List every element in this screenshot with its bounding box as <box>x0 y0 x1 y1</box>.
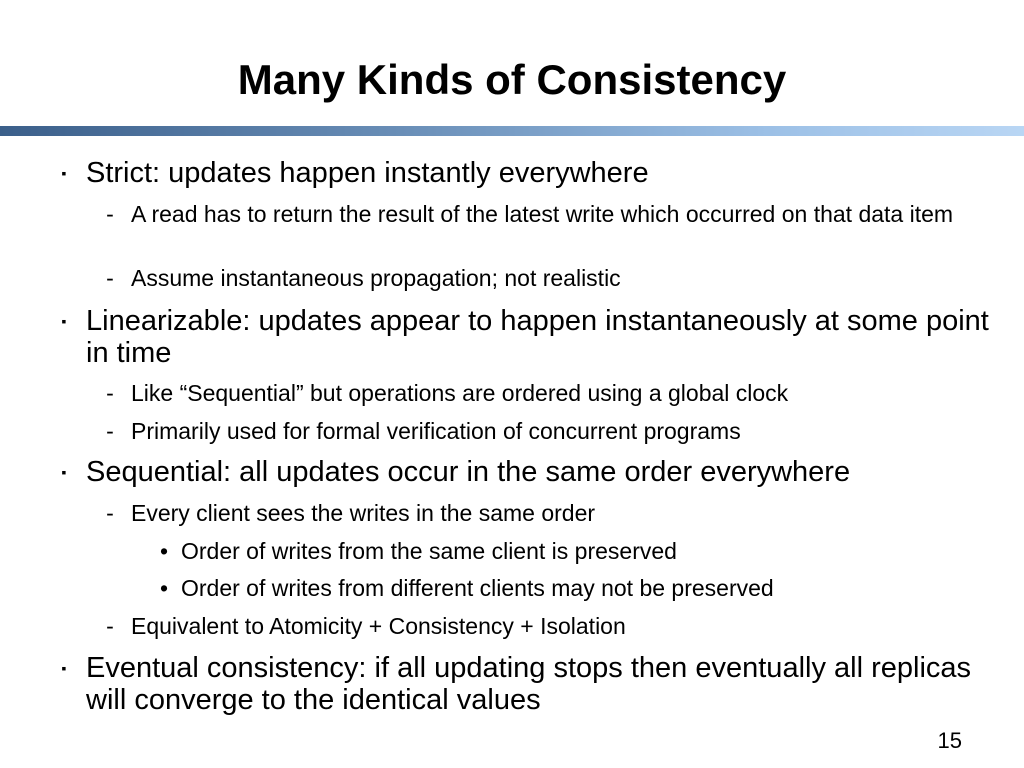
sub-bullet-item <box>106 380 981 406</box>
dash-bullet-icon: - <box>106 265 114 291</box>
sub-bullet-text: A read has to return the result of the latest write which occurred on that data item <box>131 201 954 227</box>
dash-bullet-icon: - <box>106 380 114 406</box>
sub-bullet-text: Equivalent to Atomicity + Consistency + Isolation <box>131 613 626 639</box>
square-bullet-icon: ▪ <box>61 165 67 181</box>
sub-bullet-item <box>106 201 981 227</box>
dot-bullet-icon: • <box>159 575 169 601</box>
dash-bullet-icon: - <box>106 201 114 227</box>
sub-bullet-text: Every client sees the writes in the same order <box>131 500 596 526</box>
bullet-text: Sequential: all updates occur in the same order everywhere <box>86 456 851 488</box>
sub-sub-bullet-item <box>159 538 981 564</box>
slide-title: Many Kinds of Consistency <box>237 56 787 103</box>
dash-bullet-icon: - <box>106 613 114 639</box>
bullet-item-eventual <box>61 652 991 716</box>
bullet-text: Eventual consistency: if all updating stops then eventually all replicas will converge to the identical values <box>86 652 972 716</box>
dot-bullet-icon: • <box>159 538 169 564</box>
sub-bullet-item <box>106 500 981 526</box>
bullet-item-linearizable <box>61 305 991 369</box>
bullet-text: Linearizable: updates appear to happen instantaneously at some point in time <box>86 305 989 369</box>
square-bullet-icon: ▪ <box>61 464 67 480</box>
square-bullet-icon: ▪ <box>61 660 67 676</box>
page-number: 15 <box>937 728 962 753</box>
dash-bullet-icon: - <box>106 500 114 526</box>
sub-bullet-text: Primarily used for formal verification of concurrent programs <box>131 418 741 444</box>
sub-bullet-text: Like “Sequential” but operations are ordered using a global clock <box>131 380 789 406</box>
sub-bullet-item <box>106 265 981 291</box>
sub-bullet-item <box>106 613 981 639</box>
sub-bullet-item <box>106 418 981 444</box>
square-bullet-icon: ▪ <box>61 313 67 329</box>
bullet-text: Strict: updates happen instantly everywhere <box>86 157 649 189</box>
bullet-item-strict <box>61 157 991 189</box>
sub-bullet-text: Assume instantaneous propagation; not realistic <box>131 265 621 291</box>
sub-sub-bullet-item <box>159 575 981 601</box>
sub-sub-bullet-text: Order of writes from the same client is preserved <box>181 538 677 564</box>
sub-sub-bullet-text: Order of writes from different clients may not be preserved <box>181 575 774 601</box>
bullet-item-sequential <box>61 456 991 488</box>
dash-bullet-icon: - <box>106 418 114 444</box>
